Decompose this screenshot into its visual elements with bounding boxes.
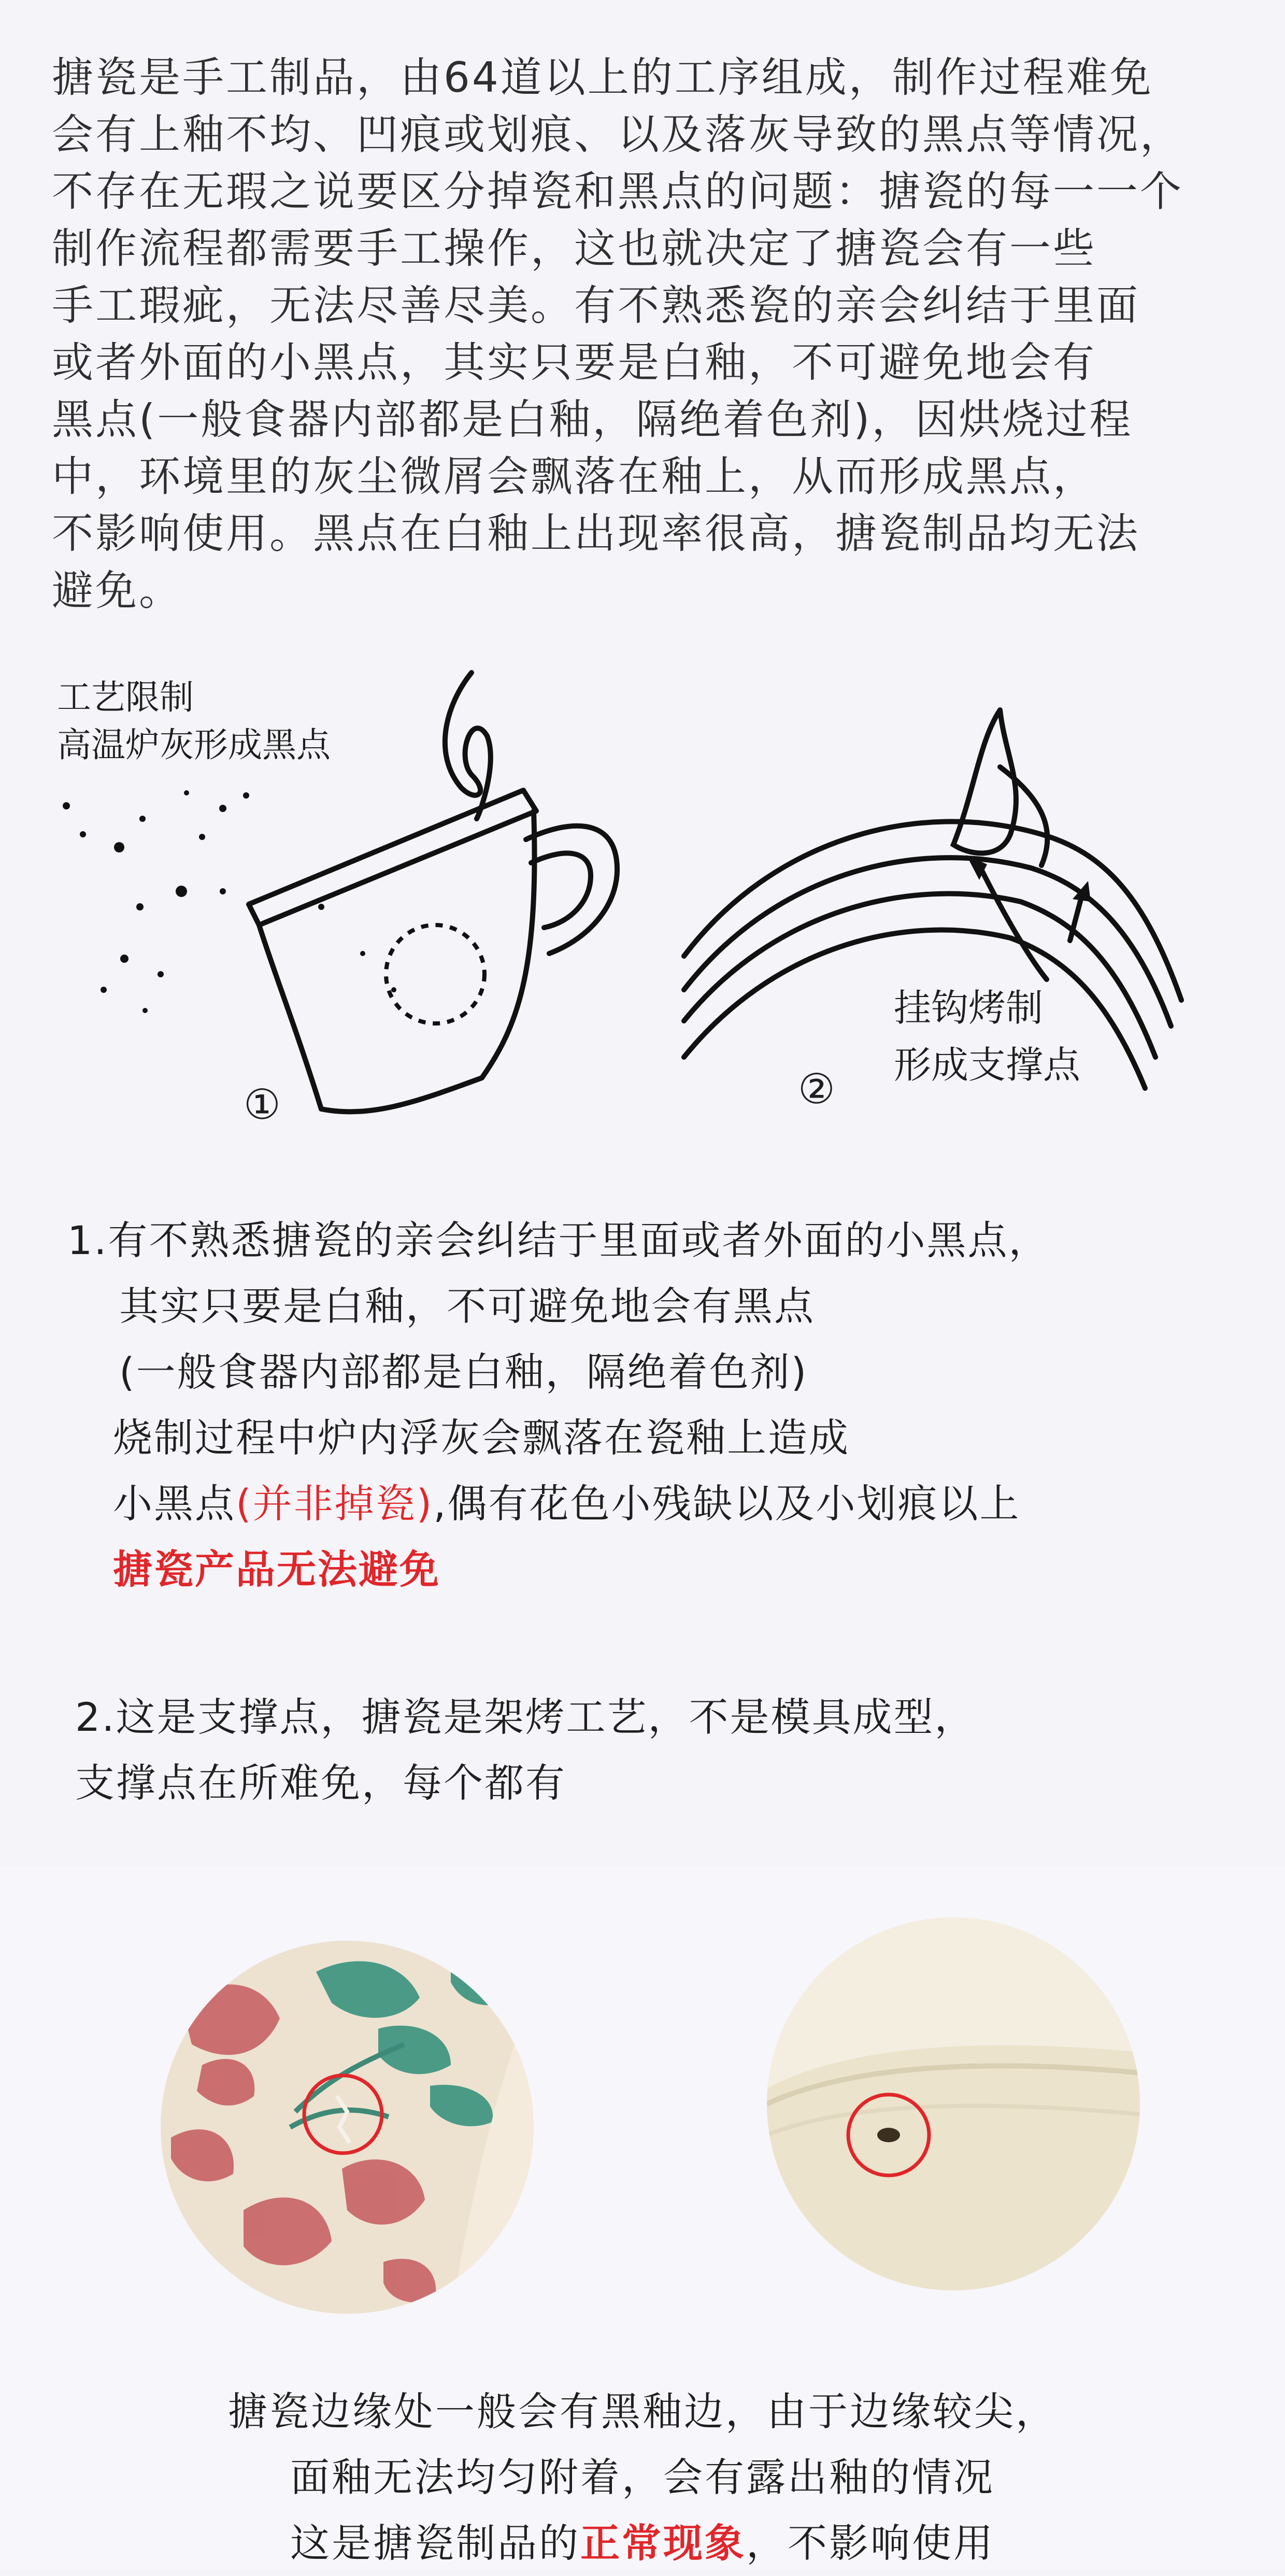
point-2: [67, 1684, 1233, 1816]
intro-line: 中，环境里的灰尘微屑会飘落在釉上，从而形成黑点，: [52, 452, 1096, 501]
figure-number-1: ①: [244, 1080, 281, 1129]
rim-note: [0, 2379, 1285, 2576]
rim-note-line: 搪瓷边缘处一般会有黑釉边，由于边缘较尖，: [228, 2388, 1057, 2435]
intro-paragraph: [52, 49, 1244, 619]
highlight-text: 搪瓷产品无法避免: [113, 1546, 440, 1592]
intro-line: 手工瑕疵，无法尽善尽美。有不熟悉瓷的亲会纠结于里面: [52, 281, 1140, 330]
point-2-line: 2.这是支撑点，搪瓷是架烤工艺，不是模具成型，: [75, 1694, 976, 1740]
right-caption: [894, 979, 1080, 1093]
rim-enamel-photo: [767, 1917, 1140, 2290]
intro-line: 制作流程都需要手工操作，这也就决定了搪瓷会有一些: [52, 224, 1096, 273]
mug-drawing: [52, 663, 648, 1140]
rim-note-line: [0, 2510, 1285, 2576]
left-caption-line: 高温炉灰形成黑点: [57, 725, 331, 765]
right-caption-line: 形成支撑点: [894, 1043, 1081, 1087]
point-1-line: 烧制过程中炉内浮灰会飘落在瓷釉上造成: [113, 1415, 850, 1461]
illustration-figure: [52, 663, 1233, 1140]
intro-line: 避免。: [52, 566, 182, 615]
intro-line: 或者外面的小黑点，其实只要是白釉，不可避免地会有: [52, 338, 1096, 387]
point-1-line: 1.有不熟悉搪瓷的亲会纠结于里面或者外面的小黑点，: [67, 1217, 1050, 1263]
intro-line: 搪瓷是手工制品，由64道以上的工序组成，制作过程难免: [52, 53, 1153, 102]
figure-number-2: ②: [798, 1065, 835, 1113]
floral-enamel-photo: [161, 1941, 534, 2314]
point-1: [67, 1207, 1233, 1602]
intro-line: 黑点(一般食器内部都是白釉，隔绝着色剂)，因烘烧过程: [52, 395, 1133, 444]
left-caption-line: 工艺限制: [57, 677, 194, 717]
point-2-line: 支撑点在所难免，每个都有: [75, 1760, 566, 1806]
highlight-text: 正常现象: [580, 2520, 746, 2566]
point-1-text: ,偶有花色小残缺以及小划痕以上: [433, 1481, 1021, 1527]
rim-note-text: ，不影响使用: [746, 2520, 995, 2566]
point-1-line: (一般食器内部都是白釉，隔绝着色剂): [119, 1349, 808, 1395]
point-1-text: 小黑点: [113, 1481, 236, 1527]
right-caption-line: 挂钩烤制: [894, 986, 1044, 1030]
point-1-line: 其实只要是白釉，不可避免地会有黑点: [119, 1283, 815, 1329]
intro-line: 不存在无瑕之说要区分掉瓷和黑点的问题：搪瓷的每一一个: [52, 167, 1183, 216]
intro-line: 不影响使用。黑点在白釉上出现率很高，搪瓷制品均无法: [52, 509, 1140, 558]
highlight-text: (并非掉瓷): [236, 1481, 434, 1527]
rim-note-line: 面釉无法均匀附着，会有露出釉的情况: [290, 2454, 995, 2500]
intro-line: 会有上釉不均、凹痕或划痕、以及落灰导致的黑点等情况，: [52, 110, 1183, 159]
point-1-line: [67, 1471, 1233, 1536]
rim-note-text: 这是搪瓷制品的: [290, 2520, 580, 2566]
